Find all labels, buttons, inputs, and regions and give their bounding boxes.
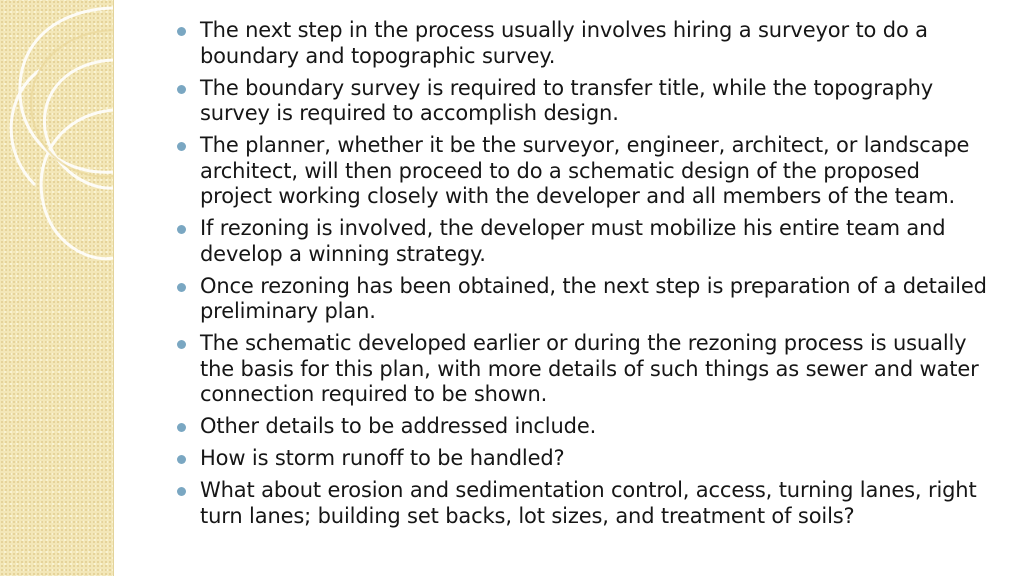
bullet-item bbox=[176, 478, 996, 529]
bullet-text: Once rezoning has been obtained, the next step is preparation of a detailed preliminary plan. bbox=[200, 273, 987, 323]
bullet-item bbox=[176, 76, 996, 127]
bullet-item bbox=[176, 18, 996, 69]
decorative-curve bbox=[20, 8, 113, 172]
bullet-text: How is storm runoff to be handled? bbox=[200, 446, 565, 470]
bullet-dot-icon bbox=[177, 423, 186, 432]
decorative-curves bbox=[0, 0, 114, 576]
bullet-item bbox=[176, 274, 996, 325]
bullet-text: What about erosion and sedimentation control, access, turning lanes, right turn lanes; building set backs, lot sizes, and treatment of soils? bbox=[200, 478, 977, 528]
bullet-text: Other details to be addressed include. bbox=[200, 414, 597, 438]
bullet-item bbox=[176, 414, 996, 440]
bullet-dot-icon bbox=[177, 85, 186, 94]
bullet-dot-icon bbox=[177, 283, 186, 292]
bullet-dot-icon bbox=[177, 455, 186, 464]
decorative-curve bbox=[31, 30, 113, 176]
bullet-list bbox=[176, 18, 996, 529]
bullet-item bbox=[176, 133, 996, 210]
bullet-text: The planner, whether it be the surveyor, engineer, architect, or landscape architect, will then proceed to do a schematic design of the proposed project working closely with the developer and all members of the team. bbox=[200, 133, 970, 208]
bullet-item bbox=[176, 216, 996, 267]
bullet-item bbox=[176, 446, 996, 472]
bullet-dot-icon bbox=[177, 487, 186, 496]
bullet-dot-icon bbox=[177, 142, 186, 151]
bullet-item bbox=[176, 331, 996, 408]
bullet-dot-icon bbox=[177, 27, 186, 36]
bullet-dot-icon bbox=[177, 225, 186, 234]
bullet-content bbox=[176, 18, 996, 536]
bullet-text: The schematic developed earlier or during the rezoning process is usually the basis for this plan, with more details of such things as sewer and water connection required to be shown. bbox=[200, 331, 979, 406]
bullet-text: If rezoning is involved, the developer must mobilize his entire team and develop a winning strategy. bbox=[200, 216, 946, 266]
bullet-text: The next step in the process usually involves hiring a surveyor to do a boundary and topographic survey. bbox=[200, 18, 928, 68]
decorative-side-panel bbox=[0, 0, 114, 576]
bullet-text: The boundary survey is required to transfer title, while the topography survey is required to accomplish design. bbox=[200, 75, 934, 125]
decorative-curve bbox=[41, 110, 113, 259]
bullet-dot-icon bbox=[177, 340, 186, 349]
